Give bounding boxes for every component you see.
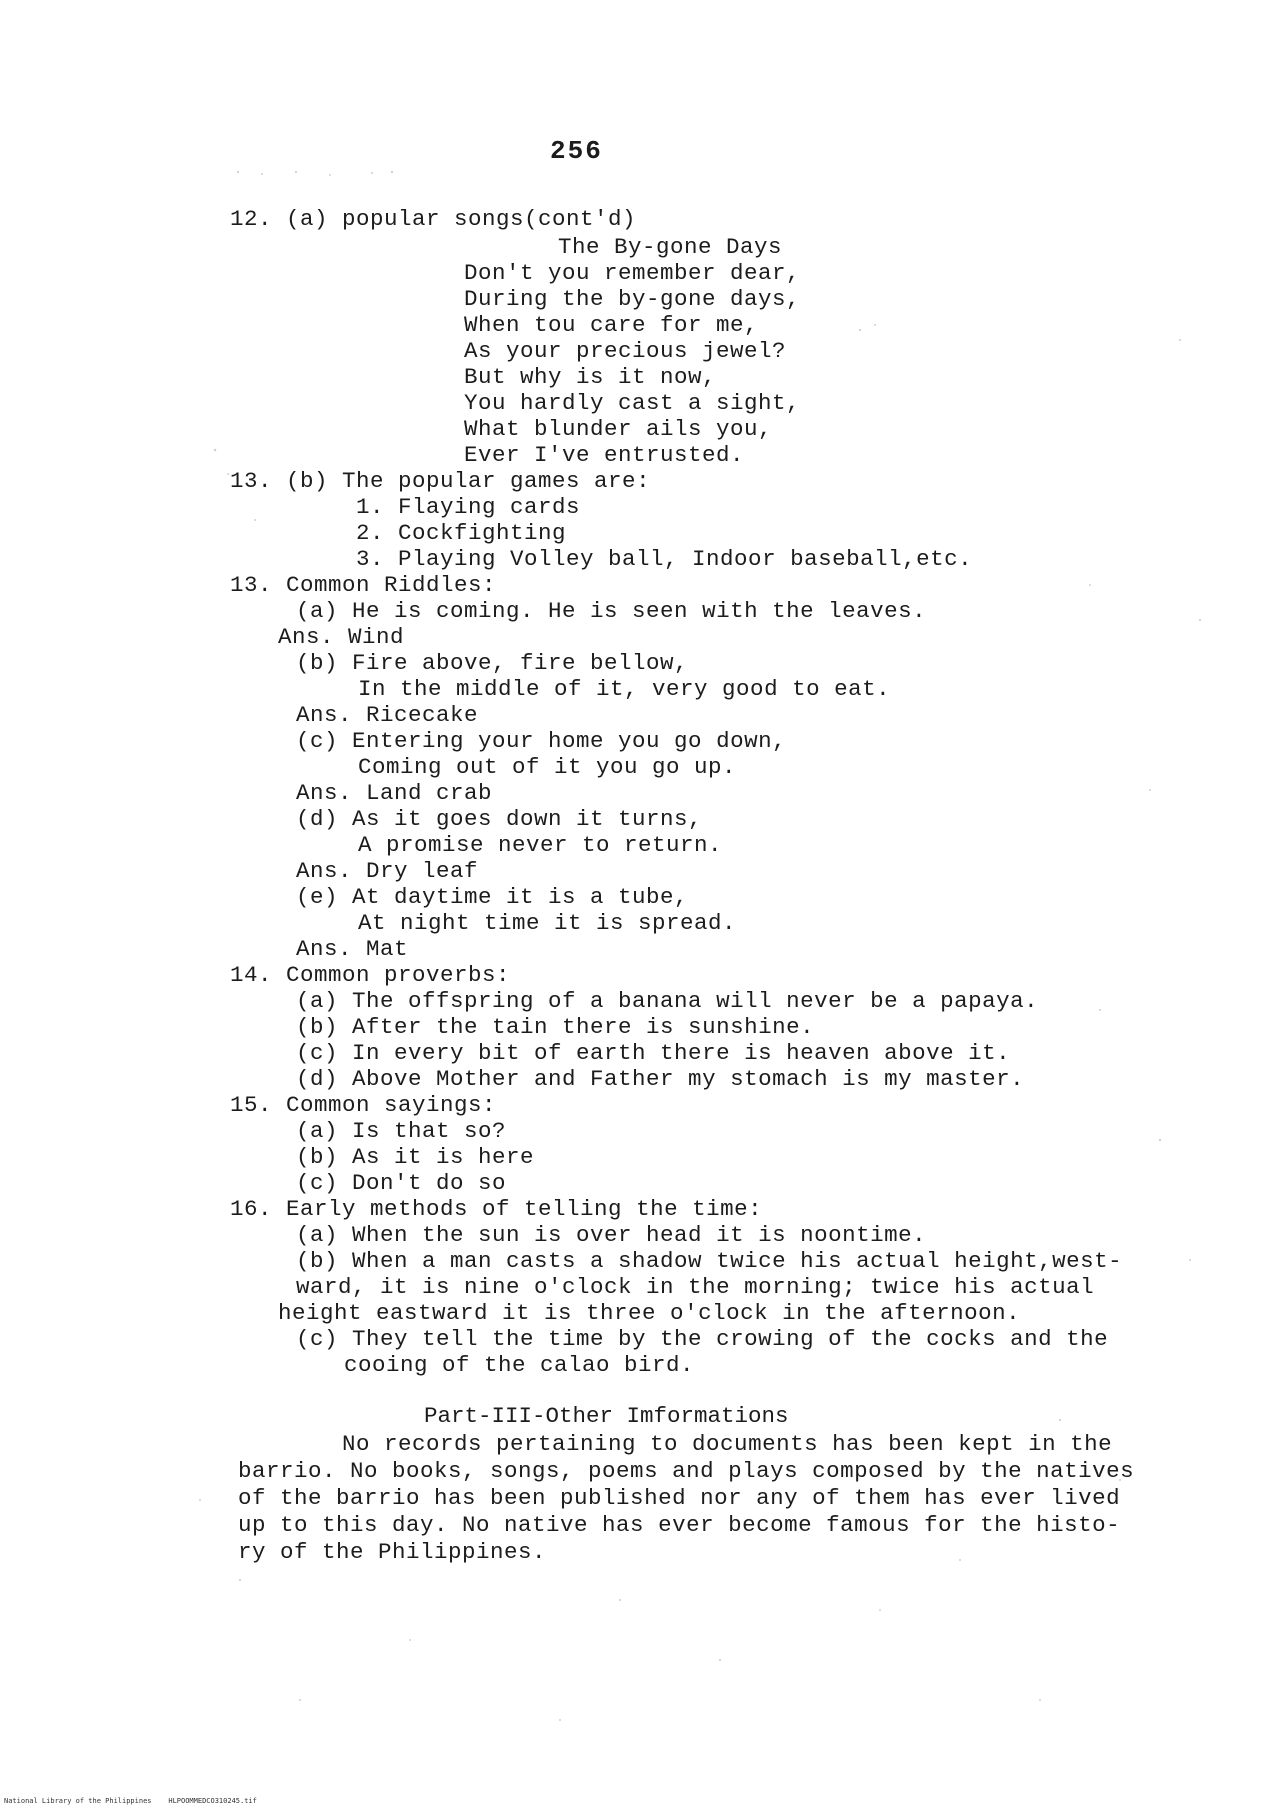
song-line: You hardly cast a sight, xyxy=(464,390,801,416)
riddle-answer: Ans. Ricecake xyxy=(296,702,479,728)
section-heading: 15. Common sayings: xyxy=(230,1092,497,1118)
section-heading: 13. Common Riddles: xyxy=(230,572,497,598)
riddle-answer: Ans. Mat xyxy=(296,936,409,962)
riddle-line: A promise never to return. xyxy=(358,832,723,858)
part-three-heading: Part-III-Other Imformations xyxy=(424,1403,789,1429)
riddle-line: (e) At daytime it is a tube, xyxy=(296,884,689,910)
song-line: As your precious jewel? xyxy=(464,338,787,364)
page-number: 256 xyxy=(550,136,603,166)
paragraph-line: up to this day. No native has ever become famous for the histo- xyxy=(238,1512,1121,1538)
proverb: (c) In every bit of earth there is heaven above it. xyxy=(296,1040,1011,1066)
time-method: height eastward it is three o'clock in the afternoon. xyxy=(278,1300,1021,1326)
riddle-answer: Ans. Wind xyxy=(278,624,405,650)
riddle-line: At night time it is spread. xyxy=(358,910,737,936)
section-heading: 16. Early methods of telling the time: xyxy=(230,1196,763,1222)
archive-footer: National Library of the Philippines HLPOOMMEDCO310245.tif xyxy=(4,1797,257,1805)
time-method: (a) When the sun is over head it is noontime. xyxy=(296,1222,927,1248)
riddle-line: (d) As it goes down it turns, xyxy=(296,806,703,832)
time-method: ward, it is nine o'clock in the morning; twice his actual xyxy=(296,1274,1095,1300)
saying: (b) As it is here xyxy=(296,1144,535,1170)
text-line: 12. (a) popular songs(cont'd) xyxy=(230,206,637,232)
section-heading: 13. (b) The popular games are: xyxy=(230,468,651,494)
proverb: (d) Above Mother and Father my stomach is my master. xyxy=(296,1066,1025,1092)
list-item: 3. Playing Volley ball, Indoor baseball,etc. xyxy=(356,546,973,572)
paragraph-line: No records pertaining to documents has been kept in the xyxy=(342,1431,1113,1457)
song-line: When tou care for me, xyxy=(464,312,759,338)
list-item: 1. Flaying cards xyxy=(356,494,581,520)
riddle-line: In the middle of it, very good to eat. xyxy=(358,676,891,702)
list-item: 2. Cockfighting xyxy=(356,520,567,546)
paragraph-line: of the barrio has been published nor any of them has ever lived xyxy=(238,1485,1121,1511)
time-method: cooing of the calao bird. xyxy=(344,1352,695,1378)
riddle-line: Coming out of it you go up. xyxy=(358,754,737,780)
song-line: What blunder ails you, xyxy=(464,416,773,442)
song-line: During the by-gone days, xyxy=(464,286,801,312)
proverb: (b) After the tain there is sunshine. xyxy=(296,1014,815,1040)
song-line: Ever I've entrusted. xyxy=(464,442,745,468)
song-line: Don't you remember dear, xyxy=(464,260,801,286)
riddle-line: (c) Entering your home you go down, xyxy=(296,728,787,754)
riddle-line: (b) Fire above, fire bellow, xyxy=(296,650,689,676)
riddle-line: (a) He is coming. He is seen with the leaves. xyxy=(296,598,927,624)
song-title: The By-gone Days xyxy=(558,234,783,260)
saying: (a) Is that so? xyxy=(296,1118,507,1144)
song-line: But why is it now, xyxy=(464,364,717,390)
time-method: (b) When a man casts a shadow twice his actual height,west- xyxy=(296,1248,1123,1274)
saying: (c) Don't do so xyxy=(296,1170,507,1196)
riddle-answer: Ans. Land crab xyxy=(296,780,493,806)
proverb: (a) The offspring of a banana will never be a papaya. xyxy=(296,988,1039,1014)
paragraph-line: ry of the Philippines. xyxy=(238,1539,547,1565)
riddle-answer: Ans. Dry leaf xyxy=(296,858,479,884)
time-method: (c) They tell the time by the crowing of the cocks and the xyxy=(296,1326,1109,1352)
section-heading: 14. Common proverbs: xyxy=(230,962,511,988)
paragraph-line: barrio. No books, songs, poems and plays composed by the natives xyxy=(238,1458,1135,1484)
